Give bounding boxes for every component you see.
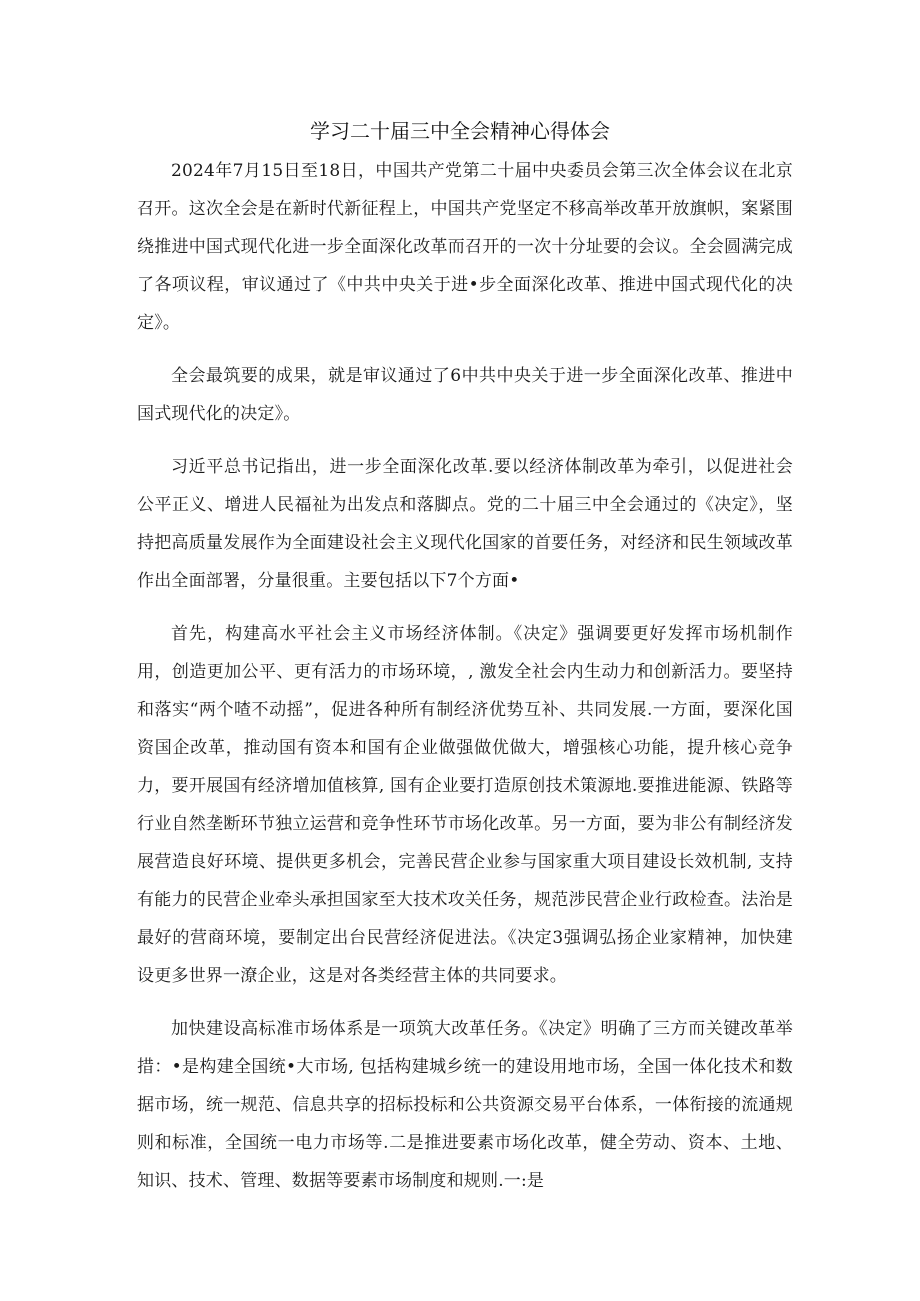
paragraph-3: 习近平总书记指出，进一步全面深化改革.要以经济体制改革为牵引，以促进社会公平正义、增进人民福祉为出发点和落脚点。党的二十届三中全会通过的《决定》，坚持把高质量发展作为全面建设社会主义现代化国家的首要任务，对经济和民生领域改革作出全面部署，分量很重。主要包括以下7个方面• bbox=[137, 457, 793, 591]
paragraph-1: 2024年7月15日至18日，中国共产党第二十届中央委员会第三次全体会议在北京召开。这次全会是在新时代新征程上，中国共产党坚定不移高举改革开放旗帜，案紧围绕推进中国式现代化进一步全面深化改革而召开的一次十分址要的会议。全会圆满完成了各项议程，审议通过了《中共中央关于进•步全面深化改革、推进中国式现代化的决定》。 bbox=[137, 161, 793, 333]
paragraph-5: 加快建设高标准市场体系是一项筑大改革任务。《决定》明确了三方而关键改革举措：•是构建全国统•大市场, 包括构建城乡统一的建设用地市场，全国一体化技术和数据市场，统一规范、信息共享的招标投标和公共资源交易平台体系，一体衔接的流通规则和标准，全国统一电力市场等.二是推进要素市场化改革，健全劳动、资本、土地、知识、技术、管理、数据等要素市场制度和规则.一:是 bbox=[137, 1019, 793, 1191]
paragraph-2: 全会最筑要的成果，就是审议通过了6中共中央关于进一步全面深化改革、推进中国式现代化的决定》。 bbox=[137, 366, 793, 424]
paragraph-4: 首先，构建高水平社会主义市场经济体制。《决定》强调要更好发挥市场机制作用，创造更加公平、更有活力的市场环境，, 激发全社会内生动力和创新活力。要坚持和落实“两个喳不动摇”，促进各种所有制经济优势互补、共同发展.一方面，要深化国资国企改革，推动国有资本和国有企业做强做优做大，增强核心功能，提升核心竞争力，要开展国有经济增加值核算, 国有企业要打造原创技术策源地.要推进能源、铁路等行业自然垄断环节独立运营和竞争性环节市场化改革。另一方面，要为非公有制经济发展营造良好环境、提供更多机会，完善民营企业参与国家重大项目建设长效机制, 支持有能力的民营企业牵头承担国家至大技术攻关任务，规范涉民营企业行政检查。法治是最好的营商环境，要制定出台民营经济促进法。《决定3强调弘扬企业家精神，加快建设更多世界一潦企业，这是对各类经营主体的共同要求。 bbox=[137, 624, 793, 986]
document-body bbox=[137, 152, 793, 1215]
document-title: 学习二十届三中全会精神心得体会 bbox=[310, 119, 610, 143]
